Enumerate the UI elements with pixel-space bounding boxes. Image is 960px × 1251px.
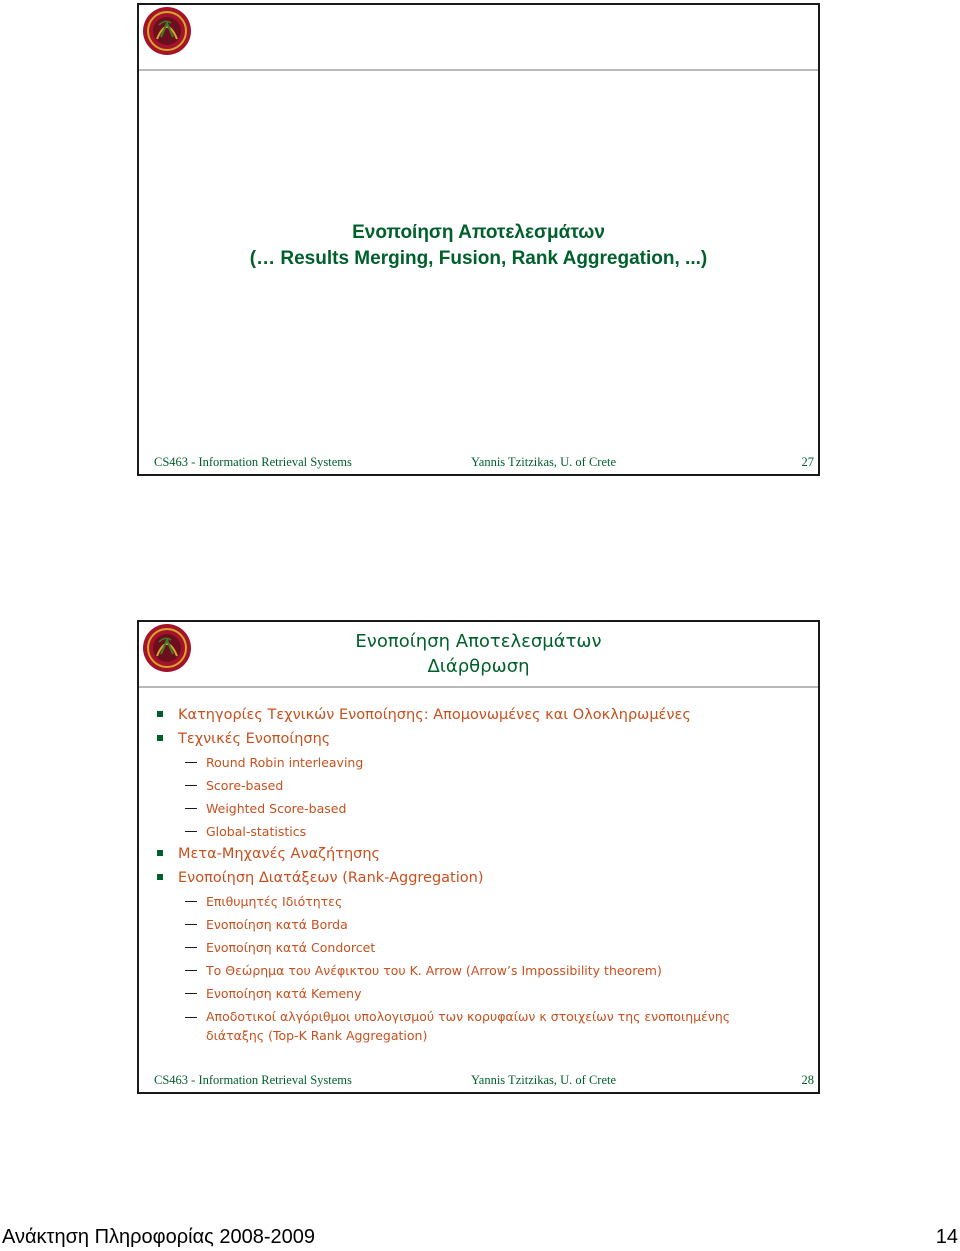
dash-bullet-icon: [185, 785, 197, 786]
square-bullet-icon: [157, 874, 163, 880]
outline-item-text: Weighted Score-based: [206, 801, 347, 816]
slide-footer: [139, 455, 818, 473]
outline-item: [139, 704, 818, 728]
footer-page-number: 28: [801, 1073, 814, 1087]
outline-item-text: Global-statistics: [206, 824, 307, 839]
dash-bullet-icon: [185, 1017, 197, 1018]
dash-bullet-icon: [185, 947, 197, 948]
university-seal-icon: [141, 5, 193, 57]
outline-subitem: [139, 982, 818, 1005]
dash-bullet-icon: [185, 762, 197, 763]
outline-subitem: [139, 774, 818, 797]
footer-course: CS463 - Information Retrieval Systems: [154, 455, 352, 469]
slide-title-line1: Ενοποίηση Αποτελεσμάτων: [352, 222, 605, 243]
outline-item-text: Αποδοτικοί αλγόριθμοι υπολογισμού των κορυφαίων κ στοιχείων της ενοποιημένης διάταξης (Top-K Rank Aggregation): [206, 1009, 731, 1043]
dash-bullet-icon: [185, 831, 197, 832]
dash-bullet-icon: [185, 993, 197, 994]
page-footer-title: Ανάκτηση Πληροφορίας 2008-2009: [2, 1226, 315, 1248]
slide-title: [139, 629, 818, 679]
outline-item-text: Ενοποίηση κατά Borda: [206, 917, 348, 932]
outline-subitem: [139, 1005, 818, 1047]
dash-bullet-icon: [185, 901, 197, 902]
outline-list: [139, 704, 818, 1047]
square-bullet-icon: [157, 735, 163, 741]
page-footer: [0, 1226, 960, 1251]
slide-title-line1: Ενοποίηση Αποτελεσμάτων: [355, 631, 602, 652]
outline-item-text: Επιθυμητές Ιδιότητες: [206, 894, 343, 909]
dash-bullet-icon: [185, 924, 197, 925]
slide-28: [137, 620, 820, 1094]
outline-subitem: [139, 959, 818, 982]
outline-item-text: Score-based: [206, 778, 284, 793]
outline-item-text: Round Robin interleaving: [206, 755, 364, 770]
footer-author: Yannis Tzitzikas, U. of Crete: [471, 1073, 617, 1087]
page-footer-number: 14: [935, 1226, 958, 1248]
square-bullet-icon: [157, 850, 163, 856]
outline-item-text: Ενοποίηση Διατάξεων (Rank-Aggregation): [178, 869, 484, 886]
header-divider: [139, 686, 818, 688]
footer-author: Yannis Tzitzikas, U. of Crete: [471, 455, 617, 469]
dash-bullet-icon: [185, 808, 197, 809]
slide-footer: [139, 1073, 818, 1091]
outline-item: [139, 728, 818, 752]
dash-bullet-icon: [185, 970, 197, 971]
outline-subitem: [139, 913, 818, 936]
header-divider: [139, 69, 818, 71]
outline-subitem: [139, 751, 818, 774]
outline-item: [139, 867, 818, 891]
outline-item-text: Τεχνικές Ενοποίησης: [178, 730, 331, 747]
outline-subitem: [139, 797, 818, 820]
outline-item-text: Ενοποίηση κατά Condorcet: [206, 940, 376, 955]
outline-item-text: Μετα-Μηχανές Αναζήτησης: [178, 846, 381, 862]
outline-item-text: Κατηγορίες Τεχνικών Ενοποίησης: Απομονωμένες και Ολοκληρωμένες: [178, 707, 691, 723]
footer-course: CS463 - Information Retrieval Systems: [154, 1073, 352, 1087]
slide-title-line2: Διάρθρωση: [427, 656, 530, 677]
slide-27: [137, 3, 820, 476]
outline-subitem: [139, 890, 818, 913]
slide-title: [139, 220, 818, 272]
footer-page-number: 27: [801, 455, 814, 469]
outline-item: [139, 843, 818, 867]
outline-subitem: [139, 936, 818, 959]
outline-item-text: Το Θεώρημα του Ανέφικτου του K. Arrow (Arrow’s Impossibility theorem): [206, 963, 662, 978]
square-bullet-icon: [157, 711, 163, 717]
outline-item-text: Ενοποίηση κατά Kemeny: [206, 986, 362, 1001]
outline-subitem: [139, 820, 818, 843]
slide-title-line2: (… Results Merging, Fusion, Rank Aggregation, ...): [249, 248, 708, 269]
